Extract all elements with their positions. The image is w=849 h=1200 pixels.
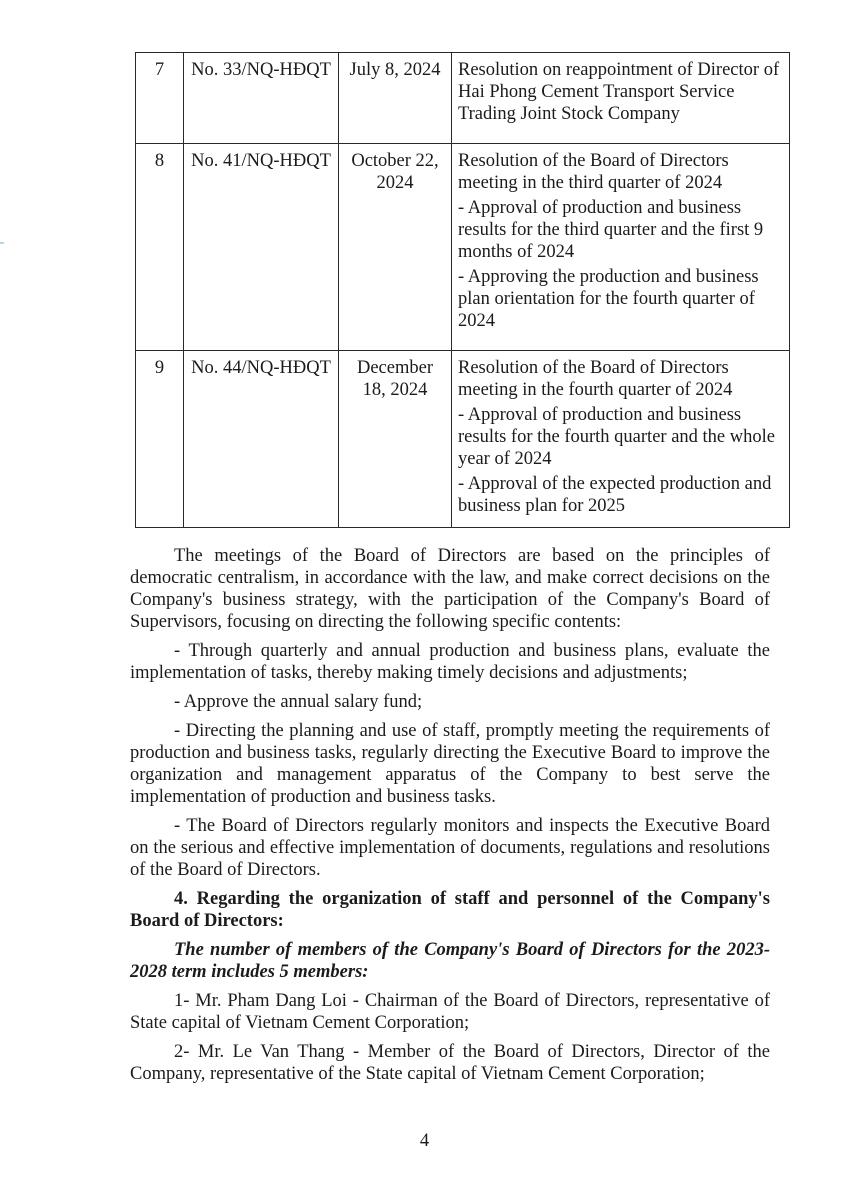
content-line: Resolution of the Board of Directors meeting in the third quarter of 2024: [458, 151, 729, 193]
content-line: - Approval of production and business results for the third quarter and the first 9 months of 2024: [458, 198, 764, 262]
page-number: 4: [419, 1131, 430, 1151]
scan-artifact: [0, 242, 4, 244]
paragraph-plans: - Through quarterly and annual production and business plans, evaluate the implementation of tasks, thereby making timely decisions and adjustments;: [130, 641, 770, 683]
table-row: [136, 53, 790, 144]
content-line: - Approval of production and business results for the fourth quarter and the whole year of 2024: [458, 405, 775, 469]
resolutions-table: [135, 52, 790, 528]
resolution-number: No. 44/NQ-HĐQT: [184, 351, 339, 528]
content-line: - Approval of the expected production and business plan for 2025: [458, 474, 772, 516]
row-number: 8: [136, 144, 184, 351]
paragraph-salary: - Approve the annual salary fund;: [174, 692, 423, 712]
row-number: 9: [136, 351, 184, 528]
resolution-date: October 22, 2024: [339, 144, 452, 351]
paragraph-monitoring: - The Board of Directors regularly monitors and inspects the Executive Board on the serious and effective implementation of documents, regulations and resolutions of the Board of Directors.: [130, 816, 770, 880]
section-subheading: The number of members of the Company's Board of Directors for the 2023-2028 term includes 5 members:: [130, 940, 770, 982]
resolution-content: [452, 53, 790, 144]
paragraph-staff: - Directing the planning and use of staff, promptly meeting the requirements of production and business tasks, regularly directing the Executive Board to improve the organization and management apparatus of the Company to best serve the implementation of production and business tasks.: [130, 721, 770, 807]
member-item: 1- Mr. Pham Dang Loi - Chairman of the Board of Directors, representative of State capital of Vietnam Cement Corporation;: [130, 991, 770, 1033]
member-item: 2- Mr. Le Van Thang - Member of the Board of Directors, Director of the Company, representative of the State capital of Vietnam Cement Corporation;: [130, 1042, 770, 1084]
body-text: [130, 545, 770, 1092]
content-line: Resolution on reappointment of Director of Hai Phong Cement Transport Service Trading Joint Stock Company: [458, 60, 780, 124]
resolution-date: July 8, 2024: [339, 53, 452, 144]
resolution-number: No. 33/NQ-HĐQT: [184, 53, 339, 144]
resolution-content: [452, 351, 790, 528]
paragraph-intro: The meetings of the Board of Directors are based on the principles of democratic centralism, in accordance with the law, and make correct decisions on the Company's business strategy, with the participation of the Company's Board of Supervisors, focusing on directing the following specific contents:: [130, 546, 770, 632]
content-line: Resolution of the Board of Directors meeting in the fourth quarter of 2024: [458, 358, 733, 400]
section-heading: 4. Regarding the organization of staff and personnel of the Company's Board of Directors:: [130, 889, 770, 931]
resolution-number: No. 41/NQ-HĐQT: [184, 144, 339, 351]
resolution-date: December 18, 2024: [339, 351, 452, 528]
resolution-content: [452, 144, 790, 351]
content-line: - Approving the production and business plan orientation for the fourth quarter of 2024: [458, 267, 759, 331]
table-row: [136, 144, 790, 351]
row-number: 7: [136, 53, 184, 144]
table-row: [136, 351, 790, 528]
